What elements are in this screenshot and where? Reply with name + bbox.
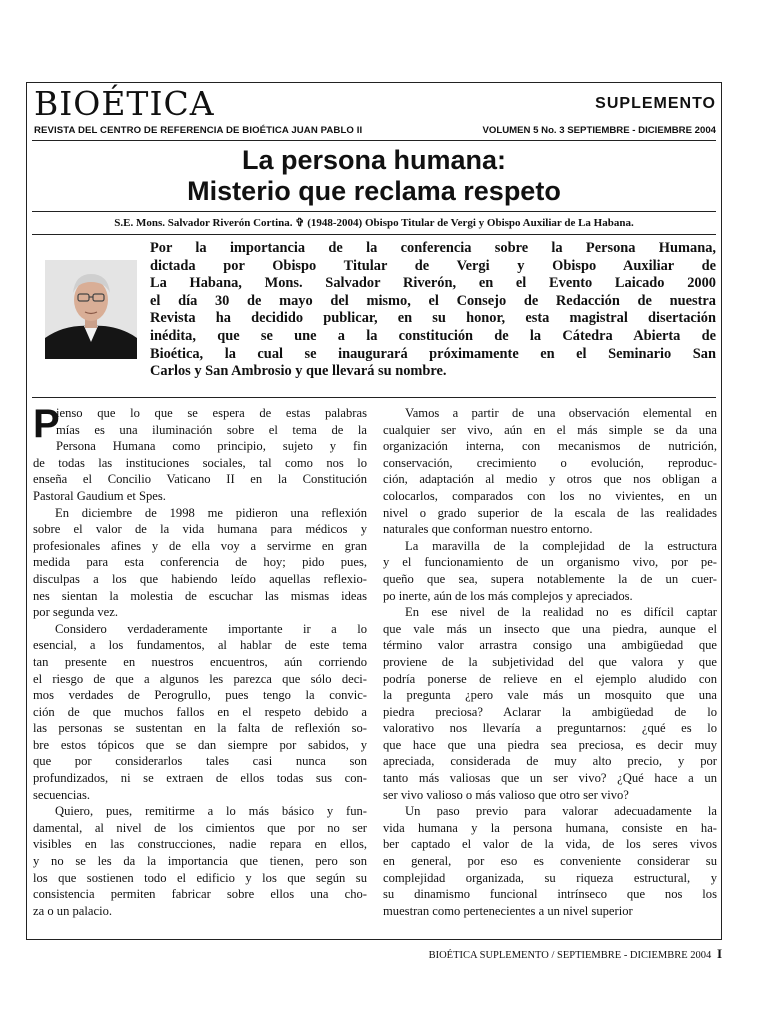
text-line: nivel o grado superior de la escala de las realidades xyxy=(383,505,717,520)
text-line: su dinamismo funcional intrínseco que nos los xyxy=(383,887,717,902)
text-line: muestran como pertenecientes a un nivel superior xyxy=(383,903,633,918)
magazine-subtitle: REVISTA DEL CENTRO DE REFERENCIA DE BIOÉTICA JUAN PABLO II xyxy=(34,125,363,136)
text-line: La maravilla de la complejidad de la estructura xyxy=(405,538,717,553)
intro-line: La Habana, Mons. Salvador Riverón, en el Evento Laicado 2000 xyxy=(150,275,716,292)
byline-bottom-divider xyxy=(32,234,716,235)
volume-info: VOLUMEN 5 No. 3 SEPTIEMBRE - DICIEMBRE 2004 xyxy=(482,125,716,136)
text-line: apreciada, considerada de muy alto precio, y por xyxy=(383,754,717,769)
text-line: disculpas a los que habiendo leído aquellas reflexio- xyxy=(33,571,367,586)
text-line: Considero verdaderamente importante ir a lo xyxy=(55,621,367,636)
text-line: tanto más valiosas que un ser vivo? ¿Qué hace a un xyxy=(383,771,717,786)
text-line: Pastoral Gaudium et Spes. xyxy=(33,488,166,503)
drop-cap: P xyxy=(33,402,60,446)
right-column xyxy=(383,405,717,919)
intro-line: Por la importancia de la conferencia sobre la Persona Humana, xyxy=(150,240,716,256)
intro-line: Bioética, la cual se inaugurará próximamente en el Seminario San xyxy=(150,345,716,362)
text-line: ción, adaptación al medio y otros que nos obligan a xyxy=(383,472,717,487)
text-line: naturales que conforman nuestro entorno. xyxy=(383,522,593,537)
text-line: esencial, a los fundamentos, al hablar de este tema xyxy=(33,638,367,653)
text-line: podría ponerse de relieve en el ejemplo aludido con xyxy=(383,671,717,686)
text-line: bre estos tópicos que se dan siempre por sabidos, y xyxy=(33,737,367,752)
text-line: que hace que una piedra sea preciosa, es decir muy xyxy=(383,737,717,752)
intro-line: dictada por Obispo Titular de Vergi y Obispo Auxiliar de xyxy=(150,257,716,274)
text-line: complejidad organizada, su riqueza estructural, y xyxy=(383,870,717,885)
intro-line: inédita, que se une a la constitución de la Cátedra Abierta de xyxy=(150,327,716,344)
text-line: en general, por eso es conveniente considerar su xyxy=(383,854,717,869)
text-line: mos verdades de Perogrullo, pues tengo la convic- xyxy=(33,688,367,703)
title-line-2: Misterio que reclama respeto xyxy=(187,176,561,206)
supplement-label: SUPLEMENTO xyxy=(595,95,716,112)
text-line: cualquier ser vivo, aún en el más simple se da una xyxy=(383,422,717,437)
text-line: por segunda vez. xyxy=(33,605,118,620)
text-line: la pregunta ¿pero vale más un mosquito que una xyxy=(383,688,717,703)
text-line: ción de que muchos fallos en el respeto debido a xyxy=(33,704,367,719)
text-line: enseña el Concilio Vaticano II en la Constitución xyxy=(33,472,367,487)
text-line: consistencia permiten fabricar sobre ellos una cho- xyxy=(33,887,367,902)
text-line: tan presente en nuestros encuentros, aún corriendo xyxy=(33,654,367,669)
text-line: nes sientan la molestia de escuchar las mismas ideas xyxy=(33,588,367,603)
intro-paragraph xyxy=(150,240,716,381)
text-line: y el funcionamiento de un organismo vivo, por pe- xyxy=(383,555,717,570)
header-divider xyxy=(32,140,716,141)
text-line: medida para esta conferencia de hoy; pido pues, xyxy=(33,555,367,570)
text-line: el riesgo de que a algunos les parezca que sólo deci- xyxy=(33,671,367,686)
text-line: Vamos a partir de una observación elemental en xyxy=(405,406,717,420)
text-line: proviene de la subjetividad del que valora y que xyxy=(383,654,717,669)
text-line: queño que sea, supera notablemente la de un cuer- xyxy=(383,571,717,586)
text-line: za o un palacio. xyxy=(33,903,113,918)
text-line: piedra preciosa? Aclarar la ambigüedad de lo xyxy=(383,704,717,719)
text-line: secuencias. xyxy=(33,787,90,802)
intro-line: Revista ha decidido publicar, en su honor, esta magistral disertación xyxy=(150,310,716,327)
text-line: po inerte, aún de los más complejos y apreciados. xyxy=(383,588,633,603)
text-line: conservación, crecimiento o evolución, reproduc- xyxy=(383,455,717,470)
text-line: damental, al nivel de los cimientos que por no ser xyxy=(33,820,367,835)
author-photo xyxy=(45,260,137,359)
text-line: visibles en las construcciones, nadie repara en ellos, xyxy=(33,837,367,852)
text-line: colocarlos, comparados con los no vivientes, en un xyxy=(383,488,717,503)
text-line: mías es una iluminación sobre el tema de la xyxy=(56,422,367,437)
text-line: vida humana y la persona humana, consiste en ha- xyxy=(383,820,717,835)
magazine-logo: BIOÉTICA xyxy=(34,84,215,123)
text-line: Un paso previo para valorar adecuadamente la xyxy=(405,804,717,819)
intro-bottom-divider xyxy=(32,397,716,398)
title-line-1: La persona humana: xyxy=(241,145,507,175)
article-title xyxy=(32,145,716,207)
text-line: que vale más un insecto que una piedra, aunque el xyxy=(383,621,717,636)
byline-top-divider xyxy=(32,211,716,212)
text-line: ienso que lo que se espera de estas palabras xyxy=(56,406,367,420)
text-line: En ese nivel de la realidad no es difícil captar xyxy=(405,605,717,620)
intro-line: Carlos y San Ambrosio y que llevará su nombre. xyxy=(150,363,447,380)
text-line: que por considerarlos tales casi nunca son xyxy=(33,754,367,769)
author-byline: S.E. Mons. Salvador Riverón Cortina. ✞ (1948-2004) Obispo Titular de Vergi y Obispo Auxiliar de La Habana. xyxy=(114,217,634,229)
text-line: de todas las instituciones sociales, tal como nos lo xyxy=(33,455,367,470)
text-line: Persona Humana como principio, sujeto y fin xyxy=(56,439,367,454)
text-line: y no se les da la importancia que tienen, pero son xyxy=(33,854,367,869)
page-footer xyxy=(429,946,722,962)
left-column xyxy=(33,402,367,919)
text-line: ser vivo valioso o más valioso que otro ser vivo? xyxy=(383,787,629,802)
text-line: profesionales afines y de ella voy a servirme en gran xyxy=(33,538,367,553)
footer-text: BIOÉTICA SUPLEMENTO / SEPTIEMBRE - DICIEMBRE 2004 xyxy=(428,950,712,961)
intro-line: el día 30 de mayo del mismo, el Consejo de Redacción de nuestra xyxy=(150,292,716,309)
text-line: organización interna, con mecanismos de nutrición, xyxy=(383,439,717,454)
text-line: Quiero, pues, remitirme a lo más básico y fun- xyxy=(55,804,367,819)
text-line: valorativo nos llevaría a preguntarnos: ¿qué es lo xyxy=(383,721,717,736)
text-line: término valor arrastra consigo una ambigüedad que xyxy=(383,638,717,653)
text-line: En diciembre de 1998 me pidieron una reflexión xyxy=(55,505,367,520)
text-line: ber captado el valor de la vida, de los seres vivos xyxy=(383,837,717,852)
page-number: I xyxy=(716,946,722,961)
text-line: sobre el valor de la vida humana para médicos y xyxy=(33,522,367,537)
text-line: las personas se sustentan en la falta de reflexión so- xyxy=(33,721,367,736)
text-line: profundizados, ni se extraen de ellos todas sus con- xyxy=(33,771,367,786)
text-line: los que sostienen todo el edificio y los que según su xyxy=(33,870,367,885)
